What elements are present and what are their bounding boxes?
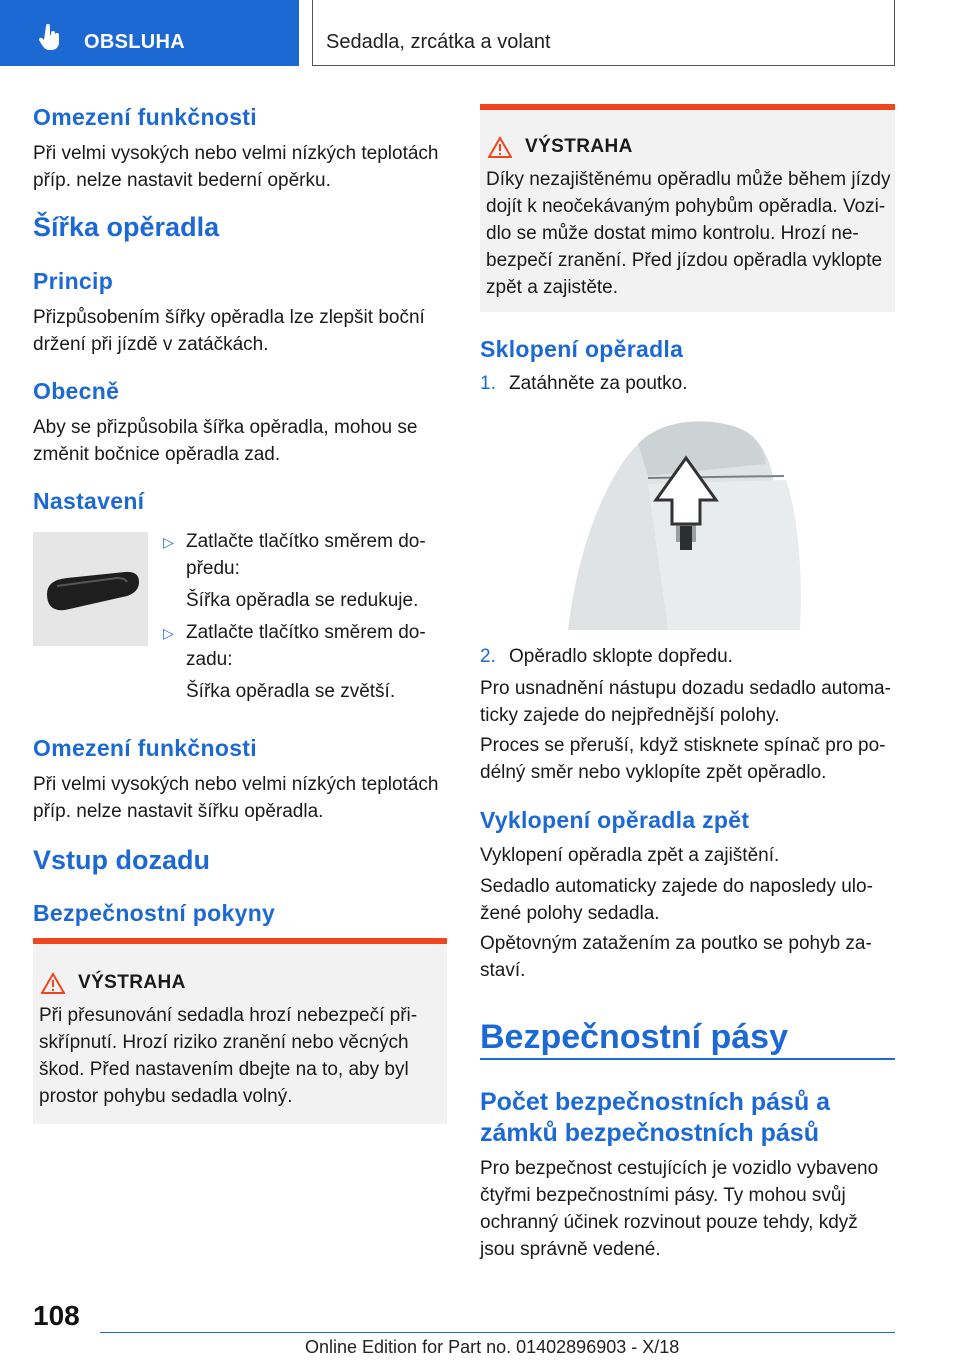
warning-line: dojít k neočekávaným pohybům opěradla. Vozi- [486, 196, 886, 217]
warning-line: škod. Před nastavením dbejte na to, aby byl [39, 1059, 409, 1080]
step-number: 2. [480, 646, 496, 667]
step-text: Zatáhněte za poutko. [509, 373, 688, 394]
heading-rule [480, 1058, 895, 1060]
step-bullet-icon: ▷ [163, 625, 174, 641]
footer-watermark [305, 1337, 679, 1358]
step-text: Zatlačte tlačítko směrem do- [186, 531, 426, 552]
warning-line: Při přesunování sedadla hrozí nebezpečí při- [39, 1005, 418, 1026]
warning-box [33, 938, 447, 1124]
step-item [480, 643, 733, 670]
chapter-tab[interactable] [0, 0, 299, 66]
paragraph: držení při jízdě v zatáčkách. [33, 334, 269, 355]
warning-box [480, 104, 895, 312]
warning-line: skřípnutí. Hrozí riziko zranění nebo věcných [39, 1032, 409, 1053]
paragraph: příp. nelze nastavit bederní opěrku. [33, 170, 331, 191]
warning-line: Díky nezajištěnému opěradlu může během jízdy [486, 169, 891, 190]
warning-triangle-icon [488, 136, 512, 158]
paragraph: čtyřmi bezpečnostními pásy. Ty mohou svůj [480, 1185, 846, 1206]
paragraph: Aby se přizpůsobila šířka opěradla, mohou se [33, 417, 418, 438]
warning-line: zpět a zajistěte. [486, 277, 619, 298]
paragraph: ochranný účinek rozvinout pouze tehdy, když [480, 1212, 858, 1233]
footer-edition: Online Edition for Part no. 01402896903 - X/18 [305, 1337, 680, 1357]
warning-line: dlo se může dostat mimo kontrolu. Hrozí ne- [486, 223, 859, 244]
step-number: 1. [480, 373, 496, 394]
header-divider [312, 0, 313, 66]
heading-bezpecnostni-pasy: Bezpečnostní pásy [480, 1018, 788, 1056]
paragraph: příp. nelze nastavit šířku opěradla. [33, 801, 324, 822]
page-number: 108 [33, 1300, 80, 1331]
heading-vyklopeni-operadla: Vyklopení opěradla zpět [480, 807, 750, 833]
heading-bezpecnostni-pokyny: Bezpečnostní pokyny [33, 900, 276, 926]
paragraph: změnit bočnice opěradla zad. [33, 444, 281, 465]
warning-line: prostor pohybu sedadla volný. [39, 1086, 293, 1107]
step-text: Zatlačte tlačítko směrem do- [186, 622, 426, 643]
hand-pointer-icon [38, 24, 62, 52]
header-rule [312, 65, 895, 66]
paragraph: ticky zajede do nejpřednější polohy. [480, 705, 780, 726]
paragraph: Pro bezpečnost cestujících je vozidlo vybaveno [480, 1158, 879, 1179]
heading-pocet-pasu: zámků bezpečnostních pásů [480, 1119, 819, 1147]
warning-triangle-icon [41, 972, 65, 994]
heading-sklopeni-operadla: Sklopení opěradla [480, 336, 684, 362]
paragraph: Sedadlo automaticky zajede do naposledy ulo- [480, 876, 873, 897]
paragraph: žené polohy sedadla. [480, 903, 660, 924]
chapter-tab-label: OBSLUHA [84, 31, 185, 53]
heading-sirka-operadla: Šířka opěradla [33, 212, 220, 242]
heading-princip: Princip [33, 268, 114, 294]
heading-vstup-dozadu: Vstup dozadu [33, 845, 210, 875]
step-text: zadu: [186, 649, 233, 670]
header-divider [894, 0, 895, 66]
paragraph: délný směr nebo vyklopíte zpět opěradlo. [480, 762, 827, 783]
warning-line: bezpečí zranění. Před jízdou opěradla vyklopte [486, 250, 883, 271]
step-item [480, 370, 688, 397]
paragraph: Opětovným zatažením za poutko se pohyb za- [480, 933, 872, 954]
section-title: Sedadla, zrcátka a volant [326, 31, 551, 53]
paragraph: Pro usnadnění nástupu dozadu sedadlo automa- [480, 678, 891, 699]
heading-nastaveni: Nastavení [33, 488, 145, 514]
heading-omezeni-funkcnosti: Omezení funkčnosti [33, 735, 257, 761]
paragraph: Při velmi vysokých nebo velmi nízkých teplotách [33, 774, 439, 795]
step-result: Šířka opěradla se zvětší. [186, 681, 396, 702]
paragraph: Při velmi vysokých nebo velmi nízkých teplotách [33, 143, 439, 164]
heading-omezeni-funkcnosti: Omezení funkčnosti [33, 104, 257, 130]
paragraph: jsou správně vedené. [480, 1239, 661, 1260]
step-bullet-icon: ▷ [163, 534, 174, 550]
step-text: předu: [186, 558, 240, 579]
paragraph: Přizpůsobením šířky opěradla lze zlepšit boční [33, 307, 425, 328]
button-figure [33, 532, 148, 646]
warning-title: VÝSTRAHA [525, 136, 633, 157]
warning-title: VÝSTRAHA [78, 972, 186, 993]
step-text: Opěradlo sklopte dopředu. [509, 646, 733, 667]
heading-pocet-pasu: Počet bezpečnostních pásů a [480, 1088, 831, 1116]
heading-obecne: Obecně [33, 378, 120, 404]
paragraph: Proces se přeruší, když stisknete spínač pro po- [480, 735, 886, 756]
seat-figure [548, 414, 828, 630]
paragraph: Vyklopení opěradla zpět a zajištění. [480, 845, 780, 866]
paragraph: staví. [480, 960, 526, 981]
step-result: Šířka opěradla se redukuje. [186, 590, 419, 611]
footer-rule [100, 1332, 895, 1333]
